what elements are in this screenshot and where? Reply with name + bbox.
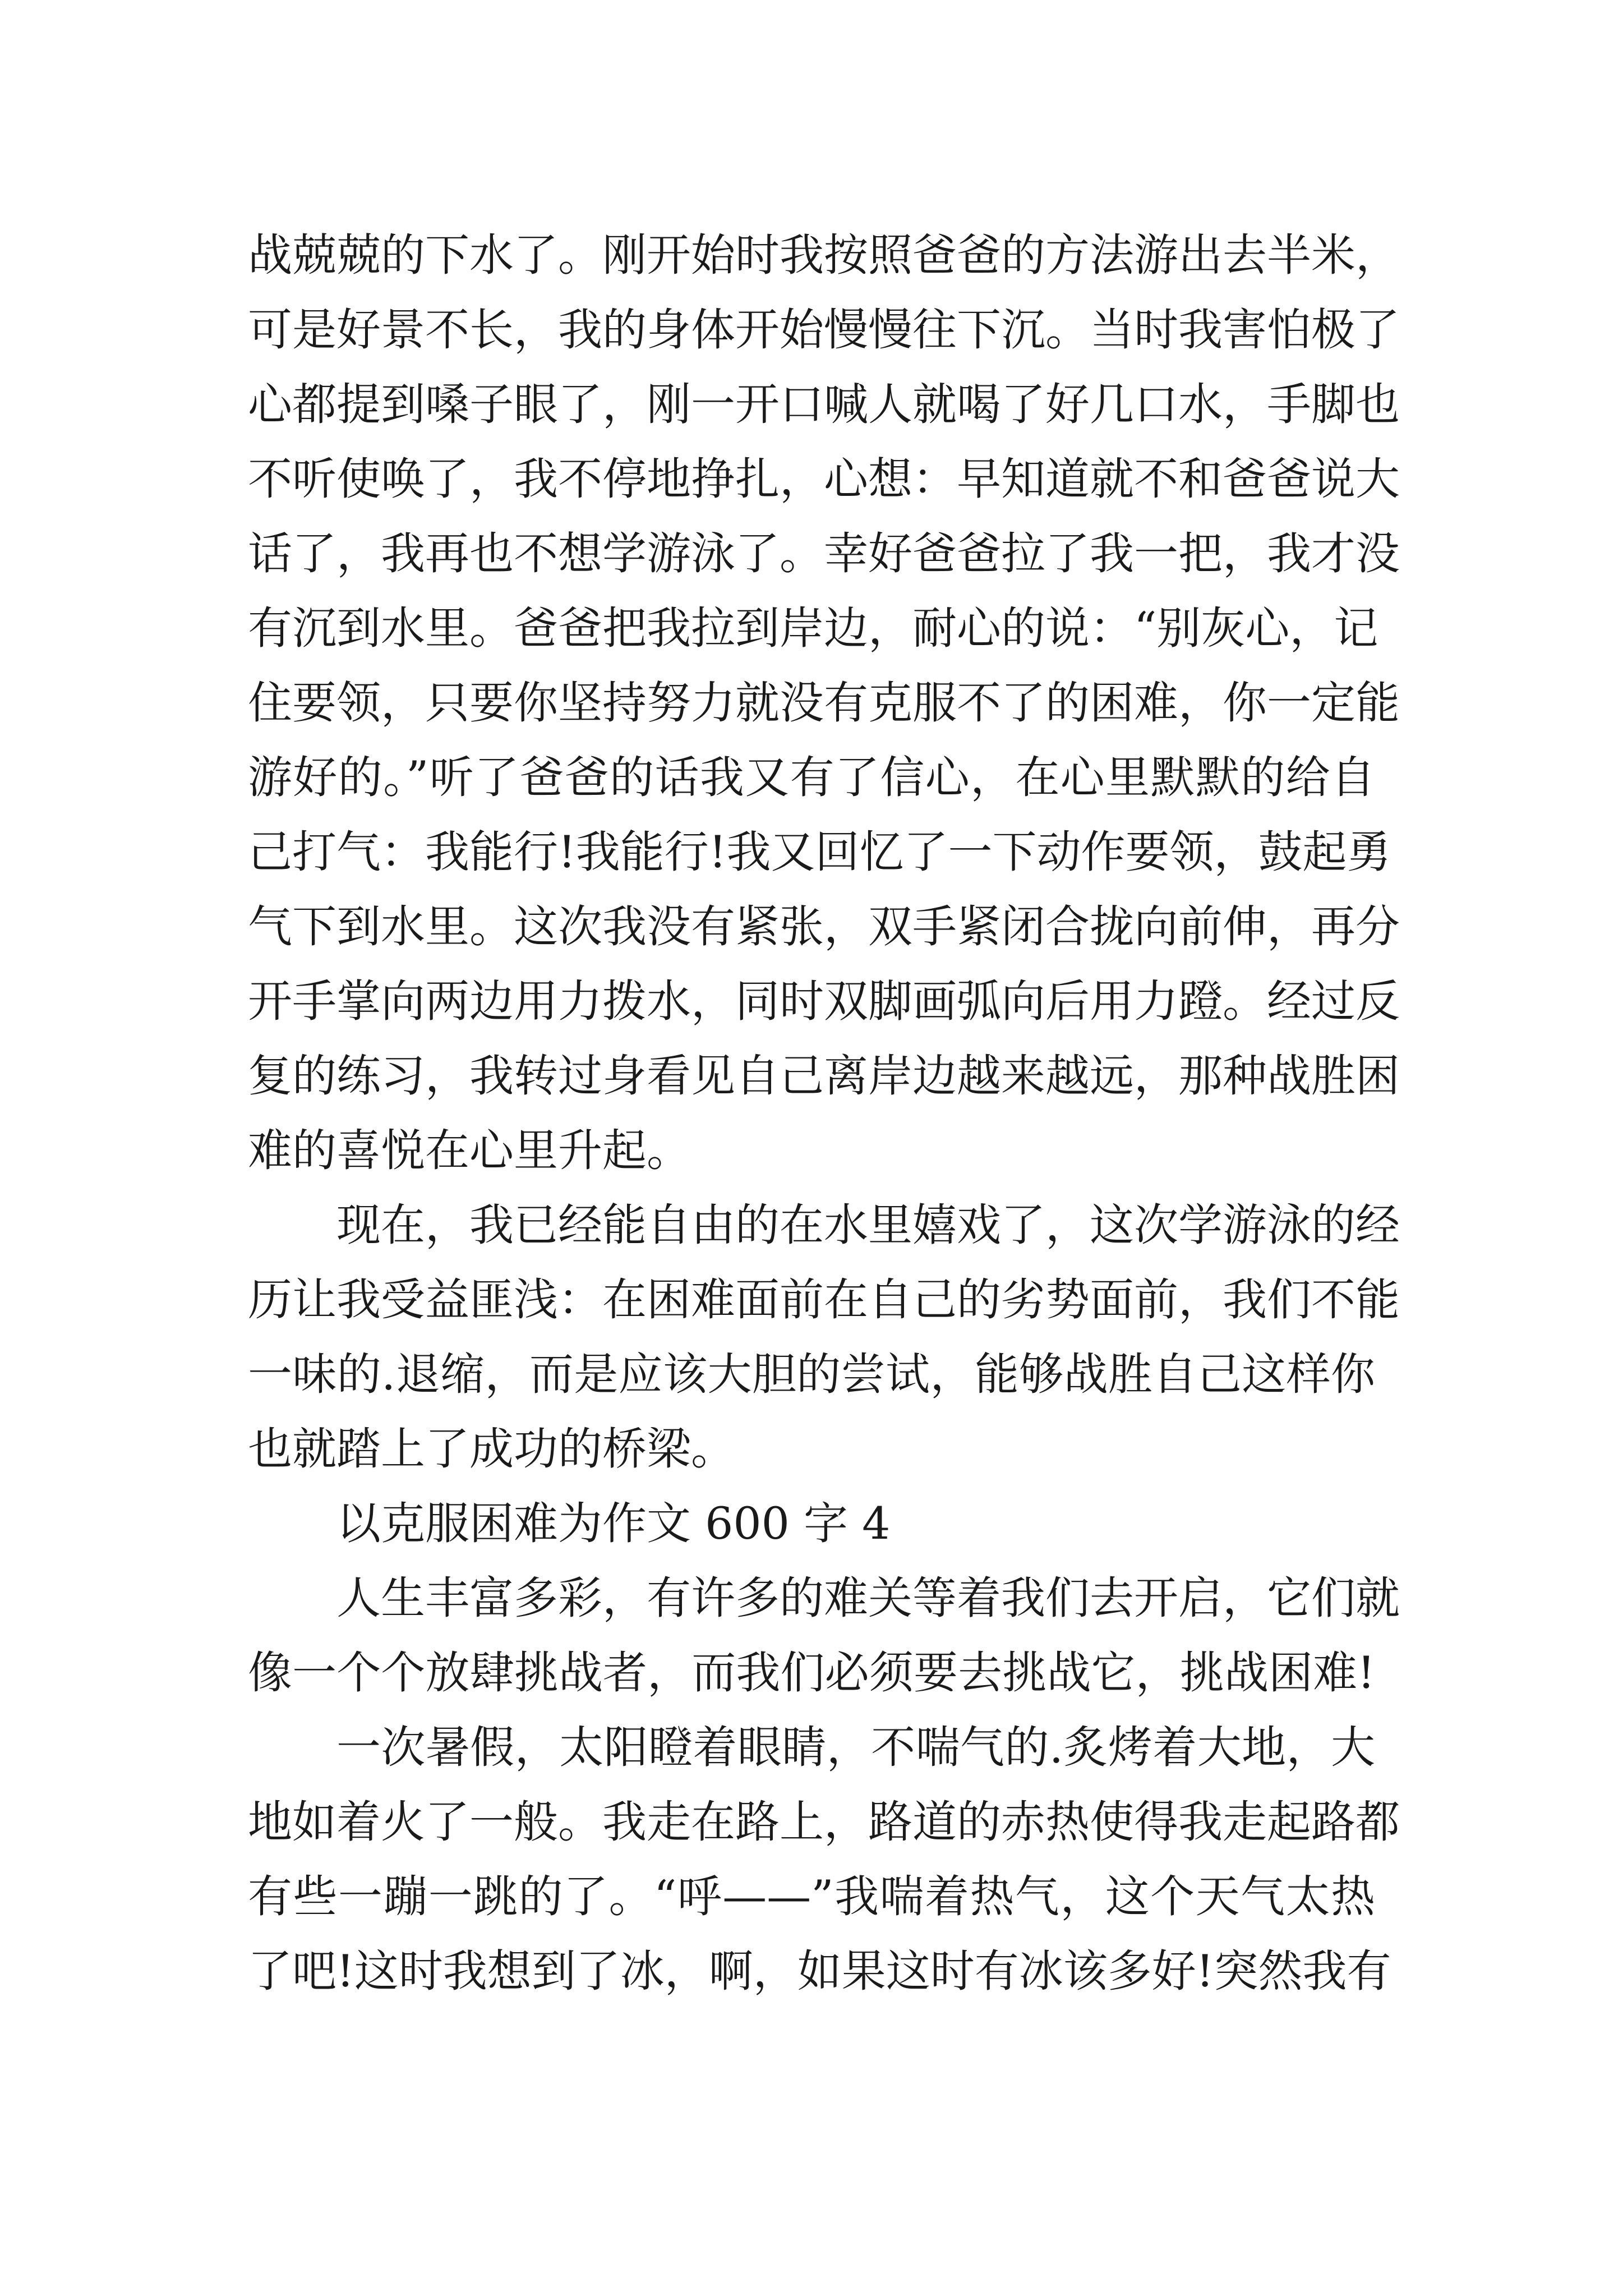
section-heading: 以克服困难为作文 600 字 4 xyxy=(336,1498,891,1549)
text-line xyxy=(0,595,1623,662)
line-text: 心都提到嗓子眼了，刚一开口喊人就喝了好几口水，手脚也 xyxy=(248,379,1400,430)
text-line xyxy=(0,1639,1623,1706)
text-line xyxy=(0,893,1623,960)
line-text: 开手掌向两边用力拨水，同时双脚画弧向后用力蹬。经过反 xyxy=(248,976,1400,1027)
text-line xyxy=(0,818,1623,886)
line-text: 难的喜悦在心里升起。 xyxy=(248,1125,691,1176)
line-text: 气下到水里。这次我没有紧张，双手紧闭合拢向前伸，再分 xyxy=(248,901,1400,953)
line-text: 战兢兢的下水了。刚开始时我按照爸爸的方法游出去半米， xyxy=(248,229,1400,281)
text-line xyxy=(0,1341,1623,1408)
text-line xyxy=(0,296,1623,364)
line-text: 也就踏上了成功的桥梁。 xyxy=(248,1423,735,1475)
text-line xyxy=(0,1117,1623,1184)
text-line xyxy=(0,1415,1623,1483)
text-line xyxy=(0,669,1623,737)
line-text: 有沉到水里。爸爸把我拉到岸边，耐心的说：“别灰心，记 xyxy=(248,602,1378,654)
text-line xyxy=(0,968,1623,1035)
text-line xyxy=(0,222,1623,289)
line-text: 话了，我再也不想学游泳了。幸好爸爸拉了我一把，我才没 xyxy=(248,528,1400,579)
line-text: 不听使唤了，我不停地挣扎，心想：早知道就不和爸爸说大 xyxy=(248,453,1400,505)
text-line xyxy=(0,1863,1623,1930)
text-line xyxy=(0,1788,1623,1856)
line-text: 住要领，只要你坚持努力就没有克服不了的困难，你一定能 xyxy=(248,677,1400,729)
line-text: 地如着火了一般。我走在路上，路道的赤热使得我走起路都 xyxy=(248,1796,1400,1848)
line-text: 现在，我已经能自由的在水里嬉戏了，这次学游泳的经 xyxy=(336,1199,1400,1251)
line-text: 一次暑假，太阳瞪着眼睛，不喘气的.炙烤着大地，大 xyxy=(336,1722,1375,1773)
line-text: 像一个个放肆挑战者，而我们必须要去挑战它，挑战困难! xyxy=(248,1647,1375,1699)
text-line xyxy=(0,1266,1623,1333)
text-line xyxy=(0,1714,1623,1781)
text-line xyxy=(0,445,1623,513)
line-text: 己打气：我能行!我能行!我又回忆了一下动作要领，鼓起勇 xyxy=(248,826,1391,878)
text-line xyxy=(0,520,1623,587)
line-text: 一味的.退缩，而是应该大胆的尝试，能够战胜自己这样你 xyxy=(248,1349,1375,1400)
text-line xyxy=(0,1191,1623,1259)
text-line xyxy=(0,744,1623,811)
text-line xyxy=(0,1042,1623,1110)
line-text: 复的练习，我转过身看见自己离岸边越来越远，那种战胜困 xyxy=(248,1050,1400,1102)
line-text: 有些一蹦一跳的了。“呼——”我喘着热气，这个天气太热 xyxy=(248,1871,1375,1922)
line-text: 人生丰富多彩，有许多的难关等着我们去开启，它们就 xyxy=(336,1572,1400,1624)
line-text: 可是好景不长，我的身体开始慢慢往下沉。当时我害怕极了 xyxy=(248,304,1400,356)
text-line xyxy=(0,1565,1623,1632)
line-text: 游好的。”听了爸爸的话我又有了信心，在心里默默的给自 xyxy=(248,752,1375,803)
section-heading-line xyxy=(0,1490,1623,1557)
line-text: 了吧!这时我想到了冰，啊，如果这时有冰该多好!突然我有 xyxy=(248,1945,1391,1997)
text-line xyxy=(0,1938,1623,2005)
line-text: 历让我受益匪浅：在困难面前在自己的劣势面前，我们不能 xyxy=(248,1274,1400,1326)
text-line xyxy=(0,371,1623,438)
